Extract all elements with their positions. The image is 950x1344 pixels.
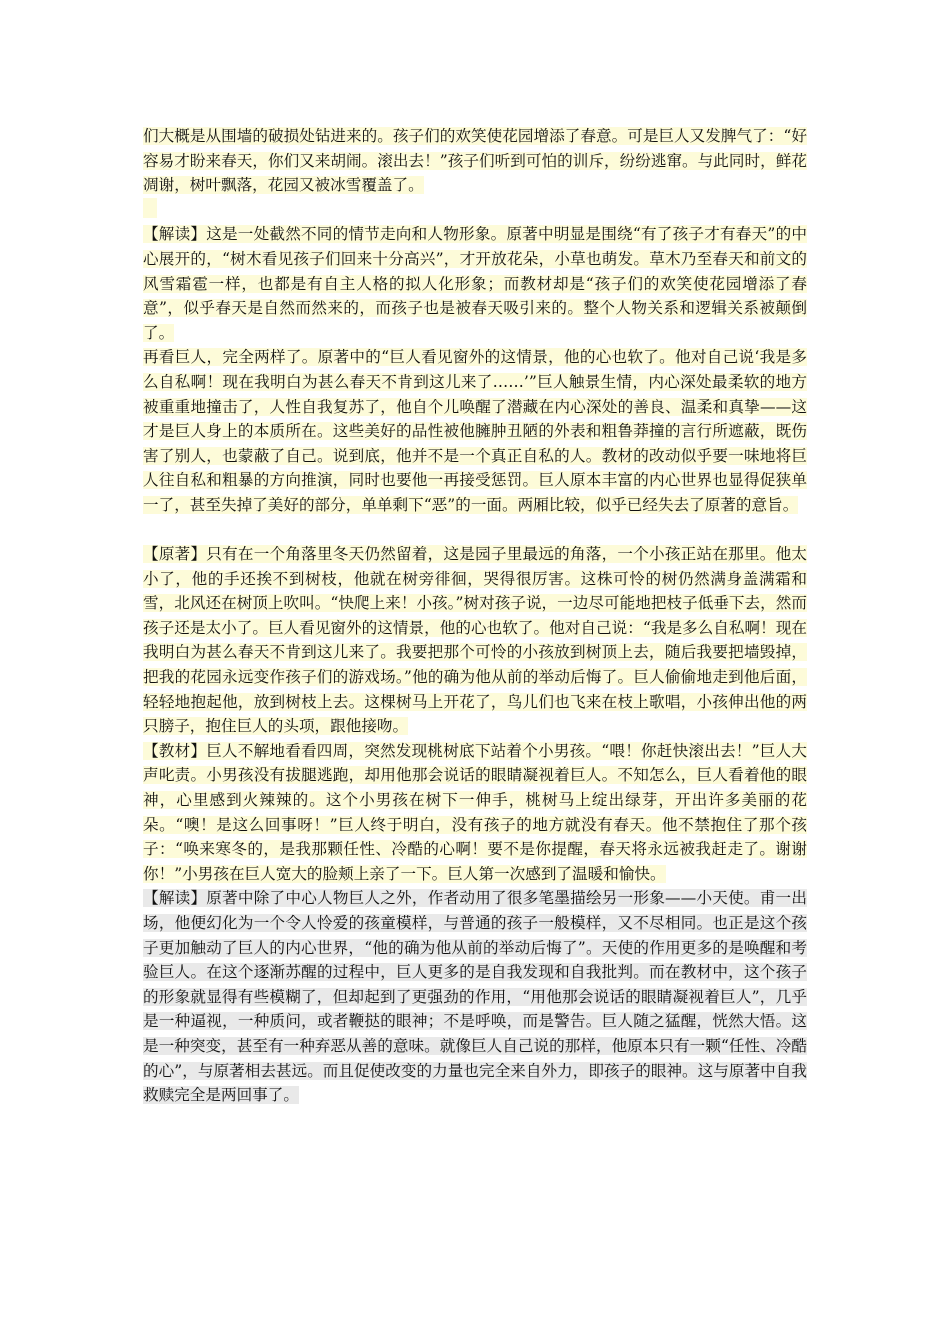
paragraph-tag: 【解读】 xyxy=(143,225,207,244)
paragraph-giant-analysis xyxy=(143,345,807,517)
paragraph-text: 只有在一个角落里冬天仍然留着，这是园子里最远的角落，一个小孩正站在那里。他太小了，他的手还挨不到树枝，他就在树旁徘徊，哭得很厉害。这株可怜的树仍然满身盖满霜和雪，北风还在树顶上吹叫。“快爬上来！小孩。”树对孩子说，一边尽可能地把枝子低垂下去，然而孩子还是太小了。巨人看见窗外的这情景，他的心也软了。他对自己说：“我是多么自私啊！现在我明白为甚么春天不肯到这儿来了。我要把那个可怜的小孩放到树顶上去，随后我要把墙毁掉，把我的花园永远变作孩子们的游戏场。”他的确为他从前的举动后悔了。巨人偷偷地走到他后面，轻轻地抱起他，放到树枝上去。这棵树马上开花了，鸟儿们也飞来在枝上歌唱，小孩伸出他的两只膀子，抱住巨人的头项，跟他接吻。 xyxy=(143,545,807,736)
blank-line xyxy=(143,198,807,223)
paragraph-original-text xyxy=(143,542,807,739)
paragraph-text: 这是一处截然不同的情节走向和人物形象。原著中明显是围绕“有了孩子才有春天”的中心展开的，“树木看见孩子们回来十分高兴”，才开放花朵，小草也萌发。草木乃至春天和前文的风雪霜雹一样，也都是有自主人格的拟人化形象；而教材却是“孩子们的欢笑使花园增添了春意”，似乎春天是自然而然来的，而孩子也是被春天吸引来的。整个人物关系和逻辑关系被颠倒了。 xyxy=(143,225,807,342)
paragraph-text: 们大概是从围墙的破损处钻进来的。孩子们的欢笑使花园增添了春意。可是巨人又发脾气了：“好容易才盼来春天，你们又来胡闹。滚出去！”孩子们听到可怕的训斥，纷纷逃窜。与此同时，鲜花凋谢，树叶飘落，花园又被冰雪覆盖了。 xyxy=(143,127,807,195)
empty-highlight xyxy=(143,198,157,218)
paragraph-textbook-text xyxy=(143,739,807,887)
paragraph-text: 巨人不解地看看四周，突然发现桃树底下站着个小男孩。“喂！你赶快滚出去！”巨人大声叱责。小男孩没有拔腿逃跑，却用他那会说话的眼睛凝视着巨人。不知怎么，巨人看着他的眼神，心里感到火辣辣的。这个小男孩在树下一伸手，桃树马上绽出绿芽，开出许多美丽的花朵。“噢！是这么回事呀！”巨人终于明白，没有孩子的地方就没有春天。他不禁抱住了那个孩子：“唤来寒冬的，是我那颗任性、冷酷的心啊！要不是你提醒，春天将永远被我赶走了。谢谢你！”小男孩在巨人宽大的脸颊上亲了一下。巨人第一次感到了温暖和愉快。 xyxy=(143,741,807,883)
paragraph-tag: 【解读】 xyxy=(143,889,207,908)
paragraph-story-excerpt xyxy=(143,124,807,198)
paragraph-text: 再看巨人，完全两样了。原著中的“巨人看见窗外的这情景，他的心也软了。他对自己说‘我是多么自私啊！现在我明白为甚么春天不肯到这儿来了……’”巨人触景生情，内心深处最柔软的地方被重重地撞击了，人性自我复苏了，他自个儿唤醒了潜藏在内心深处的善良、温柔和真挚——这才是巨人身上的本质所在。这些美好的品性被他臃肿丑陋的外表和粗鲁莽撞的言行所遮蔽，既伤害了别人，也蒙蔽了自己。说到底，他并不是一个真正自私的人。教材的改动似乎要一味地将巨人往自私和粗暴的方向推演，同时也要他一再接受惩罚。巨人原本丰富的内心世界也显得促狭单一了，甚至失掉了美好的部分，单单剩下“恶”的一面。两厢比较，似乎已经失去了原著的意旨。 xyxy=(143,348,807,514)
paragraph-text: 原著中除了中心人物巨人之外，作者动用了很多笔墨描绘另一形象——小天使。甫一出场，他便幻化为一个令人怜爱的孩童模样，与普通的孩子一般模样，又不尽相同。也正是这个孩子更加触动了巨人的内心世界，“他的确为他从前的举动后悔了”。天使的作用更多的是唤醒和考验巨人。在这个逐渐苏醒的过程中，巨人更多的是自我发现和自我批判。而在教材中，这个孩子的形象就显得有些模糊了，但却起到了更强劲的作用，“用他那会说话的眼睛凝视着巨人”，几乎是一种逼视，一种质问，或者鞭挞的眼神；不是呼唤，而是警告。巨人随之猛醒，恍然大悟。这是一种突变，甚至有一种弃恶从善的意味。就像巨人自己说的那样，他原本只有一颗“任性、冷酷的心”，与原著相去甚远。而且促使改变的力量也完全来自外力，即孩子的眼神。这与原著中自我救赎完全是两回事了。 xyxy=(143,889,807,1105)
paragraph-interpretation-1 xyxy=(143,222,807,345)
paragraph-interpretation-2 xyxy=(143,886,807,1107)
paragraph-tag: 【原著】 xyxy=(143,545,207,564)
document-page xyxy=(143,124,807,1108)
blank-line xyxy=(143,518,807,543)
paragraph-tag: 【教材】 xyxy=(143,741,207,760)
